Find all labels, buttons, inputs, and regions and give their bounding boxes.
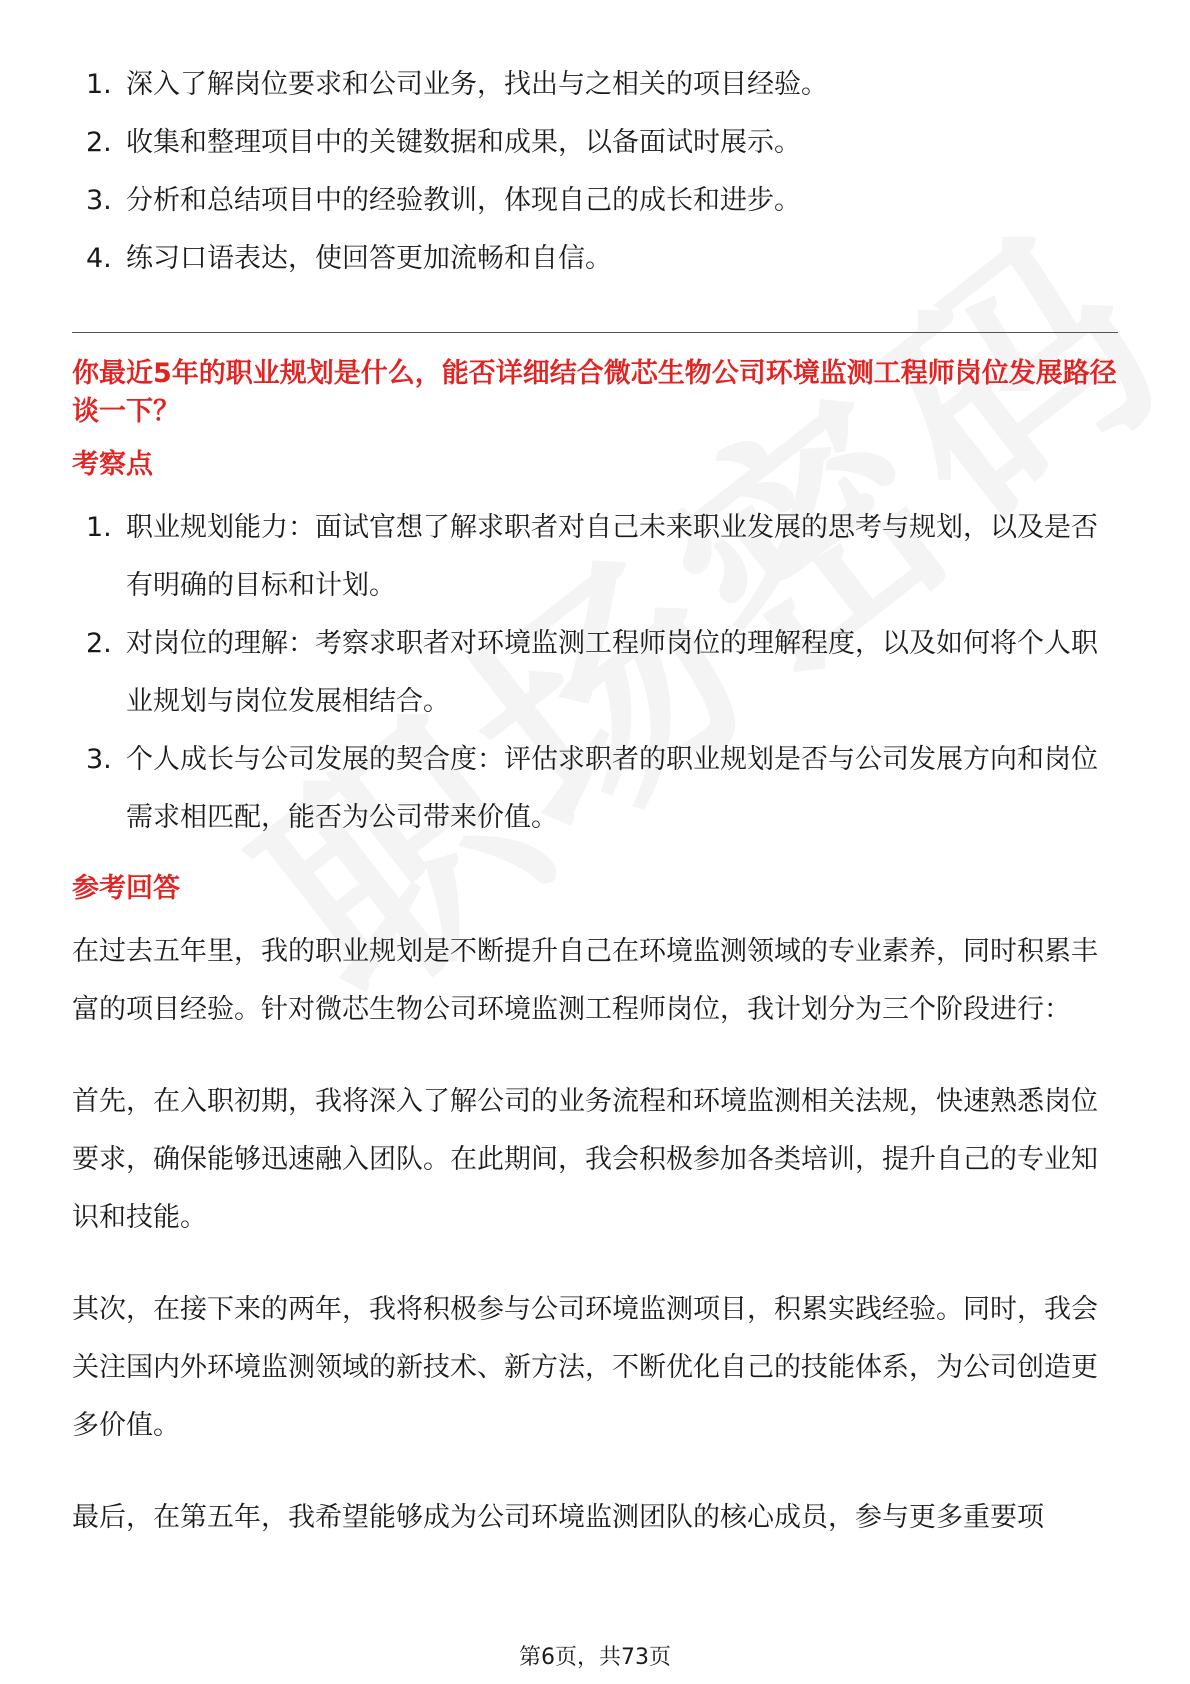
list-item-text: 分析和总结项目中的经验教训，体现自己的成长和进步。 — [126, 185, 801, 216]
list-number: 3. — [86, 185, 112, 216]
list-item — [72, 230, 1118, 288]
list-item-text: 对岗位的理解：考察求职者对环境监测工程师岗位的理解程度，以及如何将个人职业规划与岗位发展相结合。 — [126, 628, 1098, 717]
list-number: 2. — [86, 628, 112, 659]
list-number: 3. — [86, 744, 112, 775]
list-item — [72, 615, 1118, 731]
list-item-text: 深入了解岗位要求和公司业务，找出与之相关的项目经验。 — [126, 69, 828, 100]
document-body — [72, 56, 1118, 1581]
answer-heading: 参考回答 — [72, 873, 180, 904]
section-divider — [72, 332, 1118, 333]
list-item-text: 收集和整理项目中的关键数据和成果，以备面试时展示。 — [126, 127, 801, 158]
list-number: 1. — [86, 512, 112, 543]
list-item-text: 职业规划能力：面试官想了解求职者对自己未来职业发展的思考与规划，以及是否有明确的目标和计划。 — [126, 512, 1098, 601]
list-item — [72, 56, 1118, 114]
answer-paragraph: 其次，在接下来的两年，我将积极参与公司环境监测项目，积累实践经验。同时，我会关注国内外环境监测领域的新技术、新方法，不断优化自己的技能体系，为公司创造更多价值。 — [72, 1294, 1098, 1441]
list-number: 2. — [86, 127, 112, 158]
assessment-points-list — [72, 499, 1118, 847]
page-number: 第6页，共73页 — [519, 1645, 671, 1670]
preparation-list — [72, 56, 1118, 288]
list-number: 4. — [86, 243, 112, 274]
answer-paragraph: 最后，在第五年，我希望能够成为公司环境监测团队的核心成员，参与更多重要项 — [72, 1502, 1044, 1533]
answer-paragraph: 首先，在入职初期，我将深入了解公司的业务流程和环境监测相关法规，快速熟悉岗位要求，确保能够迅速融入团队。在此期间，我会积极参加各类培训，提升自己的专业知识和技能。 — [72, 1086, 1098, 1233]
list-item-text: 练习口语表达，使回答更加流畅和自信。 — [126, 243, 612, 274]
points-heading: 考察点 — [72, 449, 153, 480]
list-number: 1. — [86, 69, 112, 100]
list-item-text: 个人成长与公司发展的契合度：评估求职者的职业规划是否与公司发展方向和岗位需求相匹配，能否为公司带来价值。 — [126, 744, 1098, 833]
list-item — [72, 172, 1118, 230]
list-item — [72, 499, 1118, 615]
interview-question: 你最近5年的职业规划是什么，能否详细结合微芯生物公司环境监测工程师岗位发展路径谈一下？ — [72, 358, 1117, 427]
list-item — [72, 114, 1118, 172]
list-item — [72, 731, 1118, 847]
answer-paragraph: 在过去五年里，我的职业规划是不断提升自己在环境监测领域的专业素养，同时积累丰富的项目经验。针对微芯生物公司环境监测工程师岗位，我计划分为三个阶段进行： — [72, 936, 1098, 1025]
